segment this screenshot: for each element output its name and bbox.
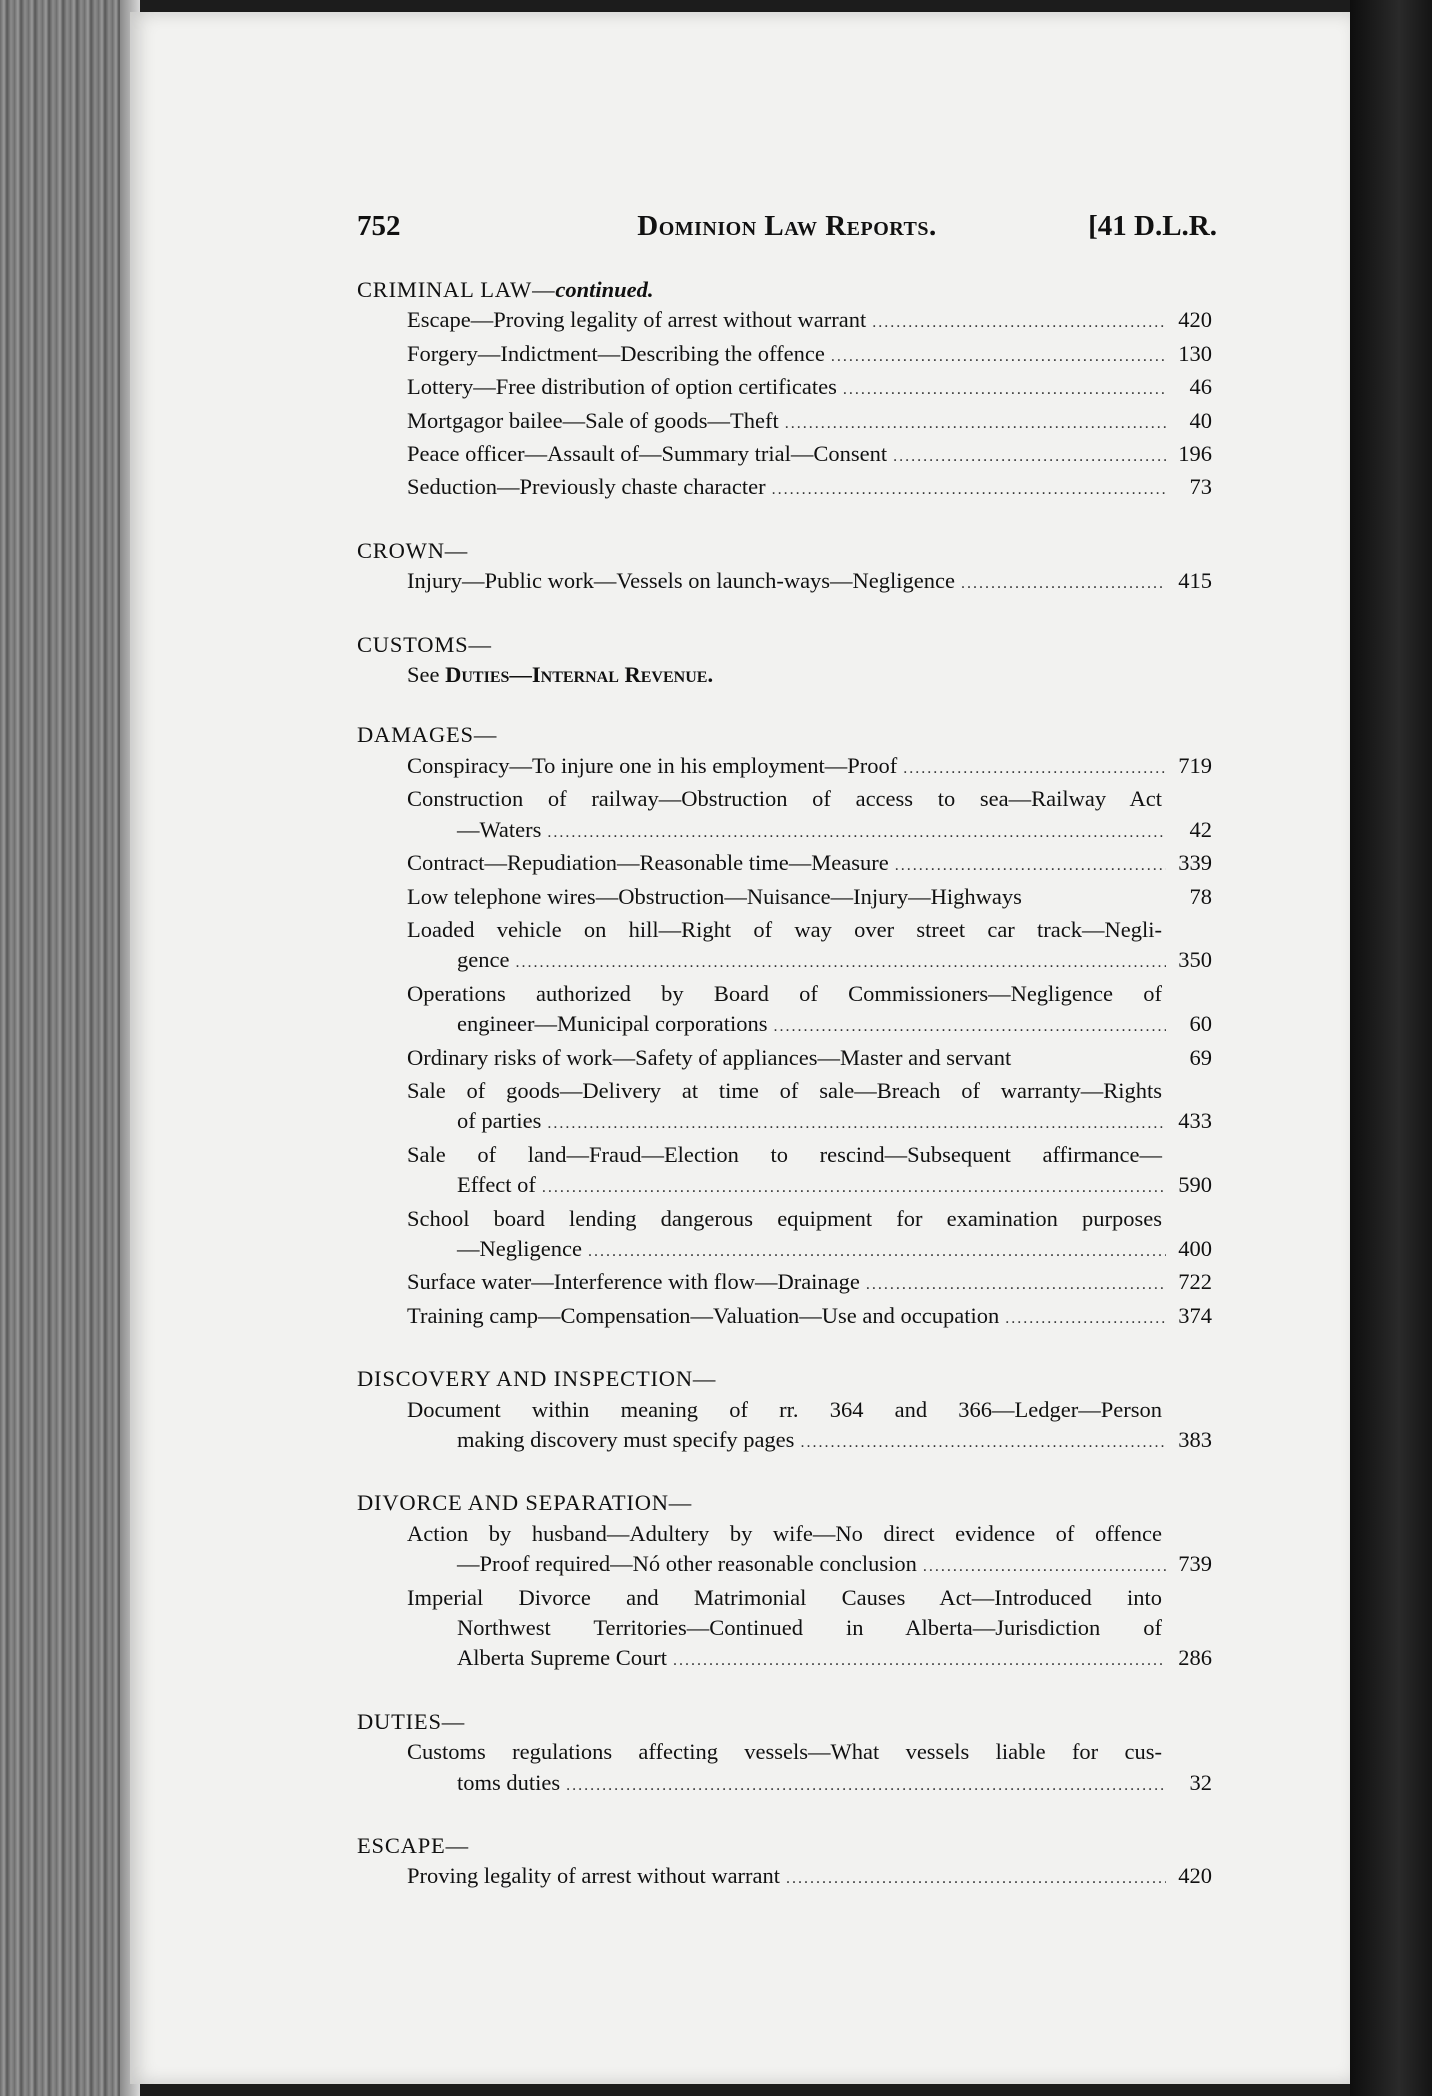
see-targets: Duties—Internal Revenue. xyxy=(445,662,714,688)
entry-line xyxy=(407,1861,1212,1894)
dot-leader xyxy=(772,472,1166,505)
entry-text: Proving legality of arrest without warrant xyxy=(407,1863,781,1889)
entry-text: making discovery must specify pages xyxy=(457,1427,795,1452)
entry-text: Ordinary risks of work—Safety of appliances—Master and servant xyxy=(407,1044,1012,1070)
entry-text: Conspiracy—To injure one in his employment—Proof xyxy=(407,752,898,778)
entry-line xyxy=(407,1106,1212,1139)
entry-text: Mortgagor bailee—Sale of goods—Theft xyxy=(407,407,779,433)
entry-line xyxy=(407,305,1212,338)
see-prefix: See xyxy=(407,662,446,688)
facing-page-shadow xyxy=(1350,0,1432,2096)
index-entry xyxy=(357,1043,1212,1076)
entry-line xyxy=(407,406,1212,439)
index-entry xyxy=(357,1076,1212,1140)
entry-line xyxy=(407,1519,1162,1549)
entry-line xyxy=(407,1140,1162,1170)
entry-text: engineer—Municipal corporations xyxy=(457,1011,768,1037)
entry-text: Alberta Supreme Court xyxy=(457,1645,667,1671)
entry-line xyxy=(407,882,1212,915)
entry-line xyxy=(407,1267,1212,1300)
page-reference: 590 xyxy=(1178,1172,1212,1198)
index-entry xyxy=(357,1395,1212,1459)
entry-line xyxy=(407,1234,1212,1267)
index-section xyxy=(357,630,1212,691)
heading-continued: continued. xyxy=(555,277,654,302)
entry-line xyxy=(407,979,1162,1009)
entry-text: Sale of goods—Delivery at time of sale—Breach of warranty—Rights xyxy=(407,1077,1162,1103)
entry-text: Imperial Divorce and Matrimonial Causes Act—Introduced into xyxy=(407,1584,1162,1610)
see-reference xyxy=(357,660,1212,690)
index-entry xyxy=(357,1583,1212,1677)
dot-leader xyxy=(961,566,1166,599)
entry-text: School board lending dangerous equipment for examination purposes xyxy=(407,1205,1162,1231)
page-reference: 420 xyxy=(1178,1863,1212,1889)
entry-line xyxy=(407,566,1212,599)
index-entry xyxy=(357,1267,1212,1300)
entry-text: Effect of xyxy=(457,1172,536,1198)
entry-text: Training camp—Compensation—Valuation—Use and occupation xyxy=(407,1302,1000,1328)
dot-leader xyxy=(893,439,1166,472)
page-reference: 350 xyxy=(1178,947,1212,973)
entry-line xyxy=(407,339,1212,372)
running-header xyxy=(357,210,1217,250)
dot-leader xyxy=(566,1768,1166,1801)
index-entry xyxy=(357,1519,1212,1583)
entry-line xyxy=(407,945,1212,978)
dot-leader xyxy=(786,1861,1166,1894)
section-heading xyxy=(357,536,1212,566)
entry-line xyxy=(407,472,1212,505)
publication-title: Dominion Law Reports. xyxy=(637,210,937,242)
entry-line xyxy=(407,1301,1212,1334)
heading-text: DISCOVERY AND INSPECTION— xyxy=(357,1366,717,1392)
page-reference: 722 xyxy=(1178,1269,1212,1295)
dot-leader xyxy=(547,815,1166,848)
entry-line xyxy=(407,1737,1162,1767)
entry-text: Customs regulations affecting vessels—What vessels liable for cus- xyxy=(407,1739,1162,1765)
index-entry xyxy=(357,979,1212,1043)
entry-line xyxy=(407,815,1212,848)
page-reference: 69 xyxy=(1189,1044,1212,1070)
entry-line xyxy=(407,915,1162,945)
heading-text: CRIMINAL LAW— xyxy=(357,277,556,302)
entry-text: Escape—Proving legality of arrest without warrant xyxy=(407,307,867,333)
dot-leader xyxy=(673,1643,1166,1676)
dot-leader xyxy=(785,406,1166,439)
dot-leader xyxy=(866,1267,1166,1300)
entry-text: Construction of railway—Obstruction of access to sea—Railway Act xyxy=(407,786,1162,812)
index-entry xyxy=(357,848,1212,881)
section-heading xyxy=(357,630,1212,660)
entry-text: —Proof required—Nó other reasonable conclusion xyxy=(457,1551,917,1577)
entry-line xyxy=(407,1204,1162,1234)
index-section xyxy=(357,1488,1212,1676)
page-reference: 420 xyxy=(1178,307,1212,333)
page-reference: 286 xyxy=(1178,1645,1212,1671)
entry-text: Forgery—Indictment—Describing the offence xyxy=(407,340,825,366)
page-reference: 40 xyxy=(1189,407,1212,433)
entry-text: Sale of land—Fraud—Election to rescind—Subsequent affirmance— xyxy=(407,1141,1162,1167)
index-entry xyxy=(357,1737,1212,1801)
dot-leader xyxy=(800,1425,1166,1458)
index-entry xyxy=(357,1861,1212,1894)
dot-leader xyxy=(547,1106,1166,1139)
page-reference: 400 xyxy=(1178,1235,1212,1261)
section-heading xyxy=(357,1707,1212,1737)
index-entry xyxy=(357,1140,1212,1204)
dot-leader xyxy=(831,339,1166,372)
entry-text: —Negligence xyxy=(457,1235,582,1261)
heading-text: DUTIES— xyxy=(357,1708,466,1734)
entry-line xyxy=(407,1076,1162,1106)
page-reference: 739 xyxy=(1178,1551,1212,1577)
entry-text: Surface water—Interference with flow—Drainage xyxy=(407,1269,860,1295)
heading-text: CUSTOMS— xyxy=(357,631,492,657)
entry-line xyxy=(407,751,1212,784)
entry-line xyxy=(407,1549,1212,1582)
page-reference: 78 xyxy=(1189,883,1212,909)
entry-text: Operations authorized by Board of Commissioners—Negligence of xyxy=(407,980,1162,1006)
entry-text: toms duties xyxy=(457,1769,561,1795)
index-entry xyxy=(357,305,1212,338)
entry-line xyxy=(407,1043,1212,1076)
dot-leader xyxy=(588,1234,1166,1267)
dot-leader xyxy=(774,1009,1166,1042)
index-entry xyxy=(357,566,1212,599)
entry-text: Seduction—Previously chaste character xyxy=(407,474,766,500)
index-entry xyxy=(357,1204,1212,1268)
page-reference: 383 xyxy=(1178,1427,1212,1452)
entry-line xyxy=(407,1643,1212,1676)
index-section xyxy=(357,1831,1212,1895)
index-section xyxy=(357,1364,1212,1458)
page-reference: 32 xyxy=(1189,1769,1212,1795)
entry-line xyxy=(407,1170,1212,1203)
book-page-edges xyxy=(0,0,140,2096)
index-section xyxy=(357,275,1212,506)
dot-leader xyxy=(895,848,1166,881)
dot-leader xyxy=(872,305,1166,338)
page-reference: 433 xyxy=(1178,1108,1212,1134)
page-reference: 719 xyxy=(1178,752,1212,778)
dot-leader xyxy=(843,372,1166,405)
entry-line xyxy=(407,1009,1212,1042)
page-reference: 73 xyxy=(1189,474,1212,500)
entry-line xyxy=(407,1613,1162,1643)
index-section xyxy=(357,1707,1212,1801)
index-entry xyxy=(357,915,1212,979)
volume-reference: [41 D.L.R. xyxy=(1088,210,1217,242)
entry-text: Peace officer—Assault of—Summary trial—Consent xyxy=(407,441,888,467)
entry-line xyxy=(407,1425,1212,1458)
entry-text: Loaded vehicle on hill—Right of way over street car track—Negli- xyxy=(407,916,1162,942)
page-reference: 415 xyxy=(1178,568,1212,594)
entry-text: Injury—Public work—Vessels on launch-ways—Negligence xyxy=(407,568,956,594)
section-heading xyxy=(357,1364,1212,1394)
entry-line xyxy=(407,1583,1162,1613)
entry-text: Contract—Repudiation—Reasonable time—Measure xyxy=(407,850,889,876)
index-section xyxy=(357,720,1212,1334)
section-heading xyxy=(357,720,1212,750)
entry-line xyxy=(407,372,1212,405)
heading-text: CROWN— xyxy=(357,537,469,563)
heading-text: ESCAPE— xyxy=(357,1833,469,1859)
entry-text: —Waters xyxy=(457,816,542,842)
index-entry xyxy=(357,784,1212,848)
entry-line xyxy=(407,1768,1212,1801)
section-heading xyxy=(357,1488,1212,1518)
section-heading xyxy=(357,275,1212,305)
entry-line xyxy=(407,439,1212,472)
page-reference: 130 xyxy=(1178,340,1212,366)
entry-text: Lottery—Free distribution of option certificates xyxy=(407,374,837,400)
page-reference: 42 xyxy=(1189,816,1212,842)
page-reference: 46 xyxy=(1189,374,1212,400)
page-number: 752 xyxy=(357,210,401,242)
dot-leader xyxy=(923,1549,1166,1582)
entry-line xyxy=(407,1395,1162,1425)
dot-leader xyxy=(1005,1301,1166,1334)
page-reference: 196 xyxy=(1178,441,1212,467)
heading-text: DAMAGES— xyxy=(357,722,498,748)
index-entry xyxy=(357,406,1212,439)
index-entry xyxy=(357,439,1212,472)
dot-leader xyxy=(515,945,1166,978)
index-entry xyxy=(357,372,1212,405)
page-reference: 339 xyxy=(1178,850,1212,876)
index-section xyxy=(357,536,1212,600)
dot-leader xyxy=(903,751,1166,784)
entry-text: Document within meaning of rr. 364 and 366—Ledger—Person xyxy=(407,1396,1162,1422)
dot-leader xyxy=(542,1170,1166,1203)
heading-text: DIVORCE AND SEPARATION— xyxy=(357,1490,693,1516)
page-reference: 60 xyxy=(1189,1011,1212,1037)
entry-line xyxy=(407,784,1162,814)
index-entry xyxy=(357,751,1212,784)
entry-text: Action by husband—Adultery by wife—No direct evidence of offence xyxy=(407,1520,1162,1546)
index-content xyxy=(357,275,1212,1925)
entry-text: Northwest Territories—Continued in Alberta—Jurisdiction of xyxy=(457,1615,1162,1641)
entry-text: Low telephone wires—Obstruction—Nuisance—Injury—Highways xyxy=(407,883,1022,909)
index-entry xyxy=(357,339,1212,372)
section-heading xyxy=(357,1831,1212,1861)
index-entry xyxy=(357,1301,1212,1334)
entry-line xyxy=(407,848,1212,881)
entry-text: gence xyxy=(457,947,510,973)
index-entry xyxy=(357,472,1212,505)
entry-text: of parties xyxy=(457,1108,542,1134)
page-reference: 374 xyxy=(1178,1302,1212,1328)
index-entry xyxy=(357,882,1212,915)
